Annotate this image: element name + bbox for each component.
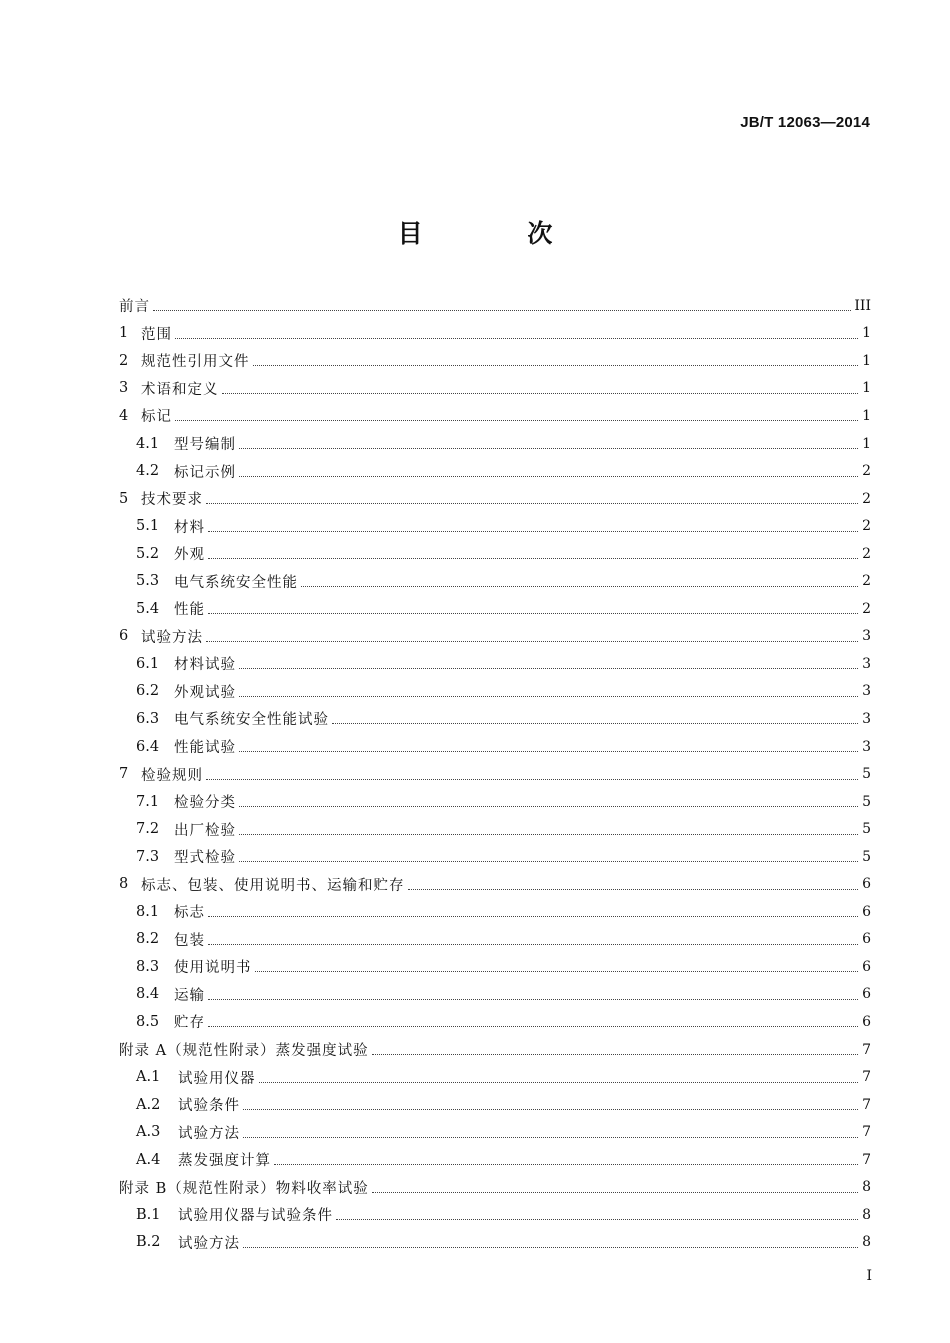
toc-entry-page: 8	[862, 1179, 871, 1196]
toc-entry[interactable]	[119, 567, 871, 595]
dot-leader	[239, 751, 858, 752]
dot-leader	[243, 1247, 858, 1248]
toc-entry[interactable]	[119, 650, 871, 678]
toc-entry-number: A.4	[136, 1151, 161, 1168]
toc-entry-page: 6	[862, 986, 871, 1003]
toc-entry-page: 3	[862, 628, 871, 645]
toc-entry-label: 电气系统安全性能试验	[174, 712, 329, 729]
dot-leader	[208, 558, 858, 559]
toc-entry-page: 7	[862, 1151, 871, 1168]
toc-entry[interactable]	[119, 705, 871, 733]
toc-entry-page: 1	[862, 435, 871, 452]
toc-entry-page: 2	[862, 600, 871, 617]
toc-entry-label: 检验规则	[141, 767, 203, 784]
toc-entry-label: 标记	[141, 409, 172, 426]
toc-entry-number: A.3	[136, 1124, 161, 1141]
toc-entry[interactable]	[119, 1036, 871, 1064]
toc-entry[interactable]	[119, 595, 871, 623]
toc-entry-page: 2	[862, 490, 871, 507]
toc-entry[interactable]	[119, 375, 871, 403]
toc-entry-label: 型号编制	[174, 437, 236, 453]
dot-leader	[208, 916, 858, 917]
toc-entry-label: 附录 B（规范性附录）物料收率试验	[119, 1180, 369, 1197]
toc-entry-label: 试验用仪器	[178, 1070, 256, 1087]
toc-entry[interactable]	[119, 953, 871, 981]
dot-leader	[153, 310, 851, 311]
dot-leader	[239, 696, 858, 697]
toc-entry-number: 5.4	[136, 600, 160, 617]
toc-entry-number: 3	[119, 380, 129, 397]
toc-entry-label: 范围	[141, 326, 172, 343]
toc-entry[interactable]	[119, 1091, 871, 1119]
toc-entry-label: 附录 A（规范性附录）蒸发强度试验	[119, 1043, 369, 1060]
toc-entry[interactable]	[119, 623, 871, 651]
toc-entry-page: III	[854, 297, 871, 314]
toc-entry-page: 2	[862, 545, 871, 562]
toc-entry-page: 6	[862, 958, 871, 975]
toc-entry[interactable]	[119, 870, 871, 898]
toc-entry-number: 8.5	[136, 1013, 160, 1030]
toc-entry[interactable]	[119, 788, 871, 816]
toc-entry-page: 3	[862, 738, 871, 755]
toc-entry-label: 术语和定义	[141, 381, 219, 398]
dot-leader	[239, 861, 858, 862]
toc-entry-label: 电气系统安全性能	[174, 574, 298, 591]
page-title: 目 次	[397, 219, 601, 248]
toc-entry-page: 6	[862, 1013, 871, 1030]
toc-entry-number: 6.3	[136, 710, 160, 727]
dot-leader	[301, 586, 858, 587]
toc-entry-page: 6	[862, 931, 871, 948]
toc-entry-number: 8.4	[136, 986, 160, 1003]
toc-entry[interactable]	[119, 320, 871, 348]
toc-entry-label: 包装	[174, 932, 205, 949]
dot-leader	[336, 1219, 858, 1220]
toc-entry-page: 1	[862, 325, 871, 342]
toc-entry-label: 材料试验	[174, 657, 236, 674]
toc-entry[interactable]	[119, 1174, 871, 1202]
toc-entry-label: 性能试验	[174, 740, 236, 757]
dot-leader	[274, 1164, 858, 1165]
toc-entry[interactable]	[119, 926, 871, 954]
toc-entry[interactable]	[119, 1008, 871, 1036]
toc-entry-number: 5	[119, 490, 129, 507]
toc-entry-label: 前言	[119, 299, 150, 316]
dot-leader	[239, 448, 858, 449]
dot-leader	[372, 1192, 858, 1193]
toc-entry-page: 5	[862, 821, 871, 838]
toc-entry-page: 1	[862, 380, 871, 397]
toc-entry-number: B.2	[136, 1234, 161, 1251]
page-number: I	[866, 1268, 872, 1284]
toc-entry-label: 蒸发强度计算	[178, 1153, 271, 1170]
toc-entry[interactable]	[119, 1229, 871, 1257]
toc-entry-page: 3	[862, 710, 871, 727]
toc-entry-number: 8.1	[136, 903, 160, 920]
toc-entry-page: 2	[862, 518, 871, 535]
toc-entry[interactable]	[119, 347, 871, 375]
toc-entry-number: 4.1	[136, 435, 160, 452]
toc-entry-number: 5.3	[136, 573, 160, 590]
toc-entry-page: 5	[862, 793, 871, 810]
dot-leader	[239, 476, 858, 477]
dot-leader	[408, 889, 859, 890]
toc-entry[interactable]	[119, 1146, 871, 1174]
toc-entry-label: 使用说明书	[174, 960, 252, 977]
toc-entry-page: 7	[862, 1096, 871, 1113]
toc-entry-page: 3	[862, 655, 871, 672]
toc-entry-page: 7	[862, 1124, 871, 1141]
toc-entry[interactable]	[119, 457, 871, 485]
toc-entry-page: 5	[862, 766, 871, 783]
toc-entry-page: 5	[862, 848, 871, 865]
toc-entry[interactable]	[119, 512, 871, 540]
dot-leader	[208, 999, 858, 1000]
toc-entry-page: 8	[862, 1206, 871, 1223]
toc-entry-page: 3	[862, 683, 871, 700]
toc-entry-page: 2	[862, 463, 871, 480]
toc-entry-page: 6	[862, 876, 871, 893]
toc-entry-number: 7.3	[136, 848, 160, 865]
toc-entry-label: 试验用仪器与试验条件	[178, 1208, 333, 1225]
dot-leader	[239, 806, 858, 807]
dot-leader	[255, 971, 859, 972]
toc-entry[interactable]	[119, 760, 871, 788]
dot-leader	[239, 668, 858, 669]
dot-leader	[332, 723, 858, 724]
standard-code: JB/T 12063—2014	[740, 114, 870, 131]
dot-leader	[175, 420, 858, 421]
dot-leader	[206, 641, 858, 642]
dot-leader	[175, 338, 858, 339]
dot-leader	[243, 1109, 858, 1110]
toc-entry-page: 6	[862, 903, 871, 920]
dot-leader	[208, 531, 858, 532]
toc-entry-label: 规范性引用文件	[141, 354, 250, 371]
dot-leader	[222, 393, 859, 394]
toc-entry-label: 材料	[174, 519, 205, 536]
toc-entry-label: 试验方法	[141, 629, 203, 646]
toc-entry[interactable]	[119, 678, 871, 706]
toc-entry-label: 试验条件	[178, 1098, 240, 1115]
toc-entry-number: 8.3	[136, 958, 160, 975]
toc-entry-label: 技术要求	[141, 492, 203, 509]
toc-entry-number: 7.1	[136, 793, 160, 810]
toc-entry[interactable]	[119, 981, 871, 1009]
toc-entry-number: A.1	[136, 1069, 161, 1086]
dot-leader	[208, 1026, 858, 1027]
toc-entry-label: 检验分类	[174, 795, 236, 812]
toc-entry-number: 2	[119, 352, 129, 369]
toc-entry[interactable]	[119, 1118, 871, 1146]
toc-entry[interactable]	[119, 292, 871, 320]
toc-entry[interactable]	[119, 843, 871, 871]
toc-entry-page: 7	[862, 1069, 871, 1086]
dot-leader	[208, 613, 858, 614]
dot-leader	[372, 1054, 858, 1055]
toc-entry-number: 7.2	[136, 821, 160, 838]
dot-leader	[259, 1082, 859, 1083]
toc-entry[interactable]	[119, 898, 871, 926]
toc-entry-label: 试验方法	[178, 1235, 240, 1252]
toc-entry[interactable]	[119, 1201, 871, 1229]
toc-entry-number: 8	[119, 876, 129, 893]
toc-entry-label: 运输	[174, 987, 205, 1004]
toc-entry-number: 5.2	[136, 545, 160, 562]
toc-entry-number: 5.1	[136, 518, 160, 535]
dot-leader	[243, 1137, 858, 1138]
toc-entry-number: 6.1	[136, 655, 160, 672]
toc-entry-label: 性能	[174, 602, 205, 619]
toc-entry-page: 8	[862, 1234, 871, 1251]
toc-entry-label: 外观试验	[174, 684, 236, 701]
toc-entry[interactable]	[119, 733, 871, 761]
toc-entry[interactable]	[119, 1063, 871, 1091]
toc-entry-number: 7	[119, 766, 129, 783]
toc-entry-label: 标志	[174, 905, 205, 922]
dot-leader	[208, 944, 858, 945]
toc-entry[interactable]	[119, 540, 871, 568]
table-of-contents	[119, 292, 871, 1256]
toc-entry-number: 6.4	[136, 738, 160, 755]
toc-entry-page: 7	[862, 1041, 871, 1058]
toc-entry-label: 贮存	[174, 1015, 205, 1032]
dot-leader	[253, 365, 859, 366]
toc-entry[interactable]	[119, 815, 871, 843]
toc-entry-number: 8.2	[136, 931, 160, 948]
toc-entry[interactable]	[119, 485, 871, 513]
toc-entry-number: 1	[119, 325, 129, 342]
toc-entry[interactable]	[119, 430, 871, 458]
toc-entry-number: 6.2	[136, 683, 160, 700]
toc-entry-page: 1	[862, 352, 871, 369]
toc-entry-number: 6	[119, 628, 129, 645]
toc-entry-label: 外观	[174, 547, 205, 564]
toc-entry-page: 1	[862, 407, 871, 424]
toc-entry[interactable]	[119, 402, 871, 430]
toc-entry-page: 2	[862, 573, 871, 590]
dot-leader	[206, 779, 858, 780]
dot-leader	[239, 834, 858, 835]
toc-entry-number: 4.2	[136, 463, 160, 480]
toc-entry-number: 4	[119, 407, 129, 424]
toc-entry-label: 试验方法	[178, 1125, 240, 1142]
toc-entry-label: 出厂检验	[174, 822, 236, 839]
toc-entry-label: 标志、包装、使用说明书、运输和贮存	[141, 877, 405, 894]
toc-entry-label: 标记示例	[174, 464, 236, 481]
dot-leader	[206, 503, 858, 504]
toc-entry-number: B.1	[136, 1206, 161, 1223]
toc-entry-number: A.2	[136, 1096, 161, 1113]
toc-entry-label: 型式检验	[174, 850, 236, 867]
